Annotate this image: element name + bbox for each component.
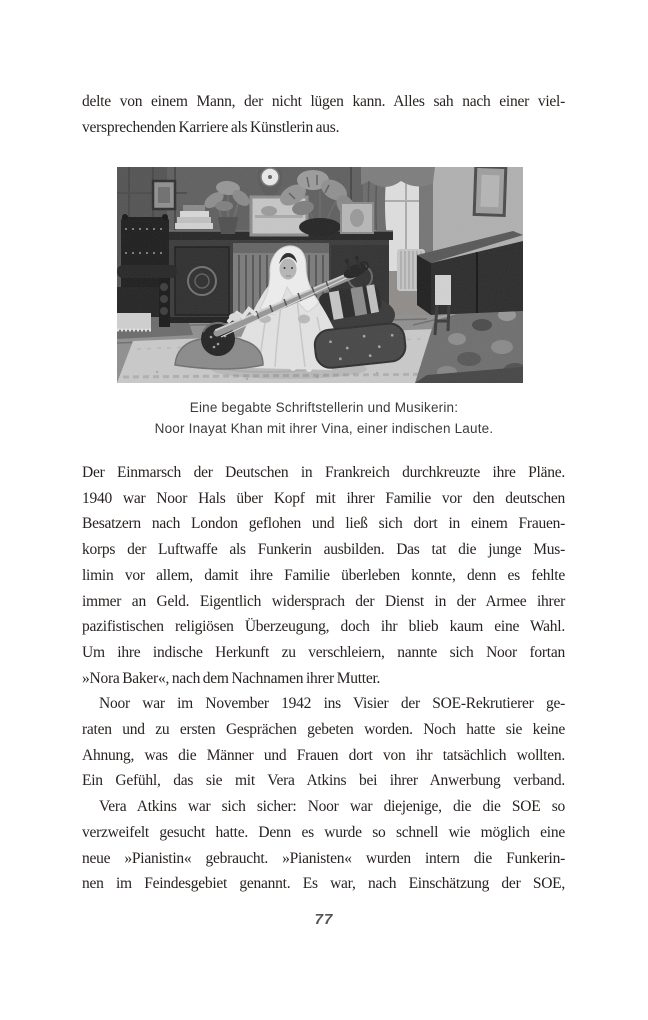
photo-grain [117, 167, 523, 383]
paragraph-intro [82, 89, 565, 140]
body-text [82, 460, 565, 897]
text-line: Besatzern nach London geflohen und ließ sich dort in einem Frauen- [82, 515, 565, 533]
text-line: limin vor allem, damit ihre Familie überleben konnte, denn es fehlte [82, 566, 565, 584]
text-line: versprechenden Karriere als Künstlerin aus. [82, 118, 340, 136]
text-line: raten und zu ersten Gesprächen gebeten worden. Noch hatte sie keine [82, 721, 565, 739]
text-line: nen im Feindesgebiet genannt. Es war, nach Einschätzung der SOE, [82, 875, 565, 893]
page-number: 77 [314, 911, 334, 928]
photo-illustration [117, 167, 523, 383]
text-line: 1940 war Noor Hals über Kopf mit ihrer Familie vor den deutschen [82, 489, 565, 507]
text-line: Um ihre indische Herkunft zu verschleiern, nannte sich Noor fortan [82, 643, 565, 661]
text-line: »Nora Baker«, nach dem Nachnamen ihrer Mutter. [82, 669, 381, 687]
text-line: delte von einem Mann, der nicht lügen kann. Alles sah nach einer viel- [82, 93, 565, 110]
text-line: Ein Gefühl, das sie mit Vera Atkins bei ihrer Anwerbung verband. [82, 772, 565, 790]
text-line: pazifistischen religiösen Überzeugung, doch ihr blieb kaum eine Wahl. [82, 618, 565, 636]
caption-line: Noor Inayat Khan mit ihrer Vina, einer indischen Laute. [154, 420, 494, 436]
text-line: verzweifelt gesucht hatte. Denn es wurde so schnell wie möglich eine [82, 823, 565, 841]
photo-noor-inayat-khan [117, 167, 523, 383]
text-line: immer an Geld. Eigentlich widersprach der Dienst in der Armee ihrer [82, 592, 565, 610]
text-line: Vera Atkins war sich sicher: Noor war diejenige, die die SOE so [99, 798, 565, 816]
text-line: Noor war im November 1942 ins Visier der SOE-Rekrutierer ge- [99, 695, 565, 713]
text-line: Der Einmarsch der Deutschen in Frankreich durchkreuzte ihre Pläne. [82, 464, 565, 481]
text-line: korps der Luftwaffe als Funkerin ausbilden. Das tat die junge Mus- [82, 541, 565, 559]
text-line: neue »Pianistin« gebraucht. »Pianisten« wurden intern die Funkerin- [82, 849, 565, 867]
text-line: Ahnung, was die Männer und Frauen dort von ihr tatsächlich wollten. [82, 746, 565, 764]
caption-line: Eine begabte Schriftstellerin und Musikerin: [189, 400, 459, 415]
photo-caption [0, 398, 648, 439]
